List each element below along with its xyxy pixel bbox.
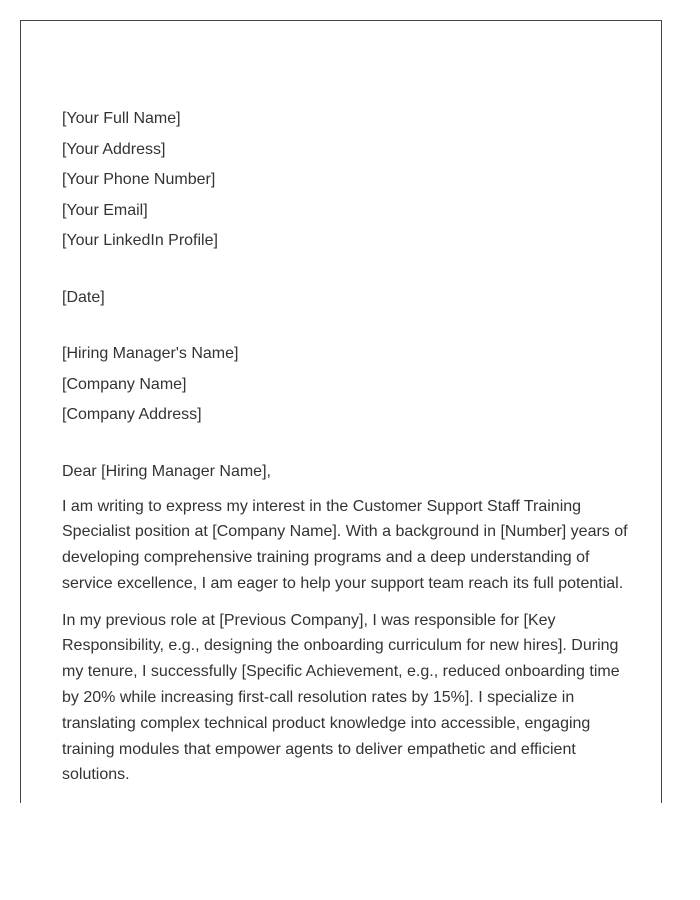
letter-content — [62, 104, 632, 788]
recipient-company-name: [Company Name] — [62, 375, 187, 393]
salutation: Dear [Hiring Manager Name], — [62, 462, 271, 480]
letter-page — [20, 20, 662, 803]
sender-linkedin: [Your LinkedIn Profile] — [62, 232, 218, 249]
sender-full-name: [Your Full Name] — [62, 110, 181, 127]
spacer — [62, 257, 632, 283]
letter-date: [Date] — [62, 288, 105, 306]
body-paragraph-2: In my previous role at [Previous Company], I was responsible for [Key Responsibility, e.g., designing the onboarding curriculum for new hires]. During my tenure, I successfully [Specific Achievement, e.g., reduced onboarding time by 20% while increasing first-call resolution rates by 15%]. I specialize in translating complex technical product knowledge into accessible, engaging training modules that empower agents to deliver empathetic and efficient solutions. — [62, 611, 620, 784]
sender-address: [Your Address] — [62, 140, 166, 158]
body-paragraph-1: I am writing to express my interest in the Customer Support Staff Training Specialist position at [Company Name]. With a background in [Number] years of developing comprehensive training programs and a deep understanding of service excellence, I am eager to help your support team reach its full potential. — [62, 497, 628, 592]
recipient-manager-name: [Hiring Manager's Name] — [62, 345, 239, 362]
recipient-company-address: [Company Address] — [62, 406, 202, 423]
recipient-block — [62, 339, 632, 431]
sender-email: [Your Email] — [62, 201, 148, 219]
sender-phone: [Your Phone Number] — [62, 171, 216, 188]
sender-block — [62, 104, 632, 257]
spacer — [62, 313, 632, 339]
